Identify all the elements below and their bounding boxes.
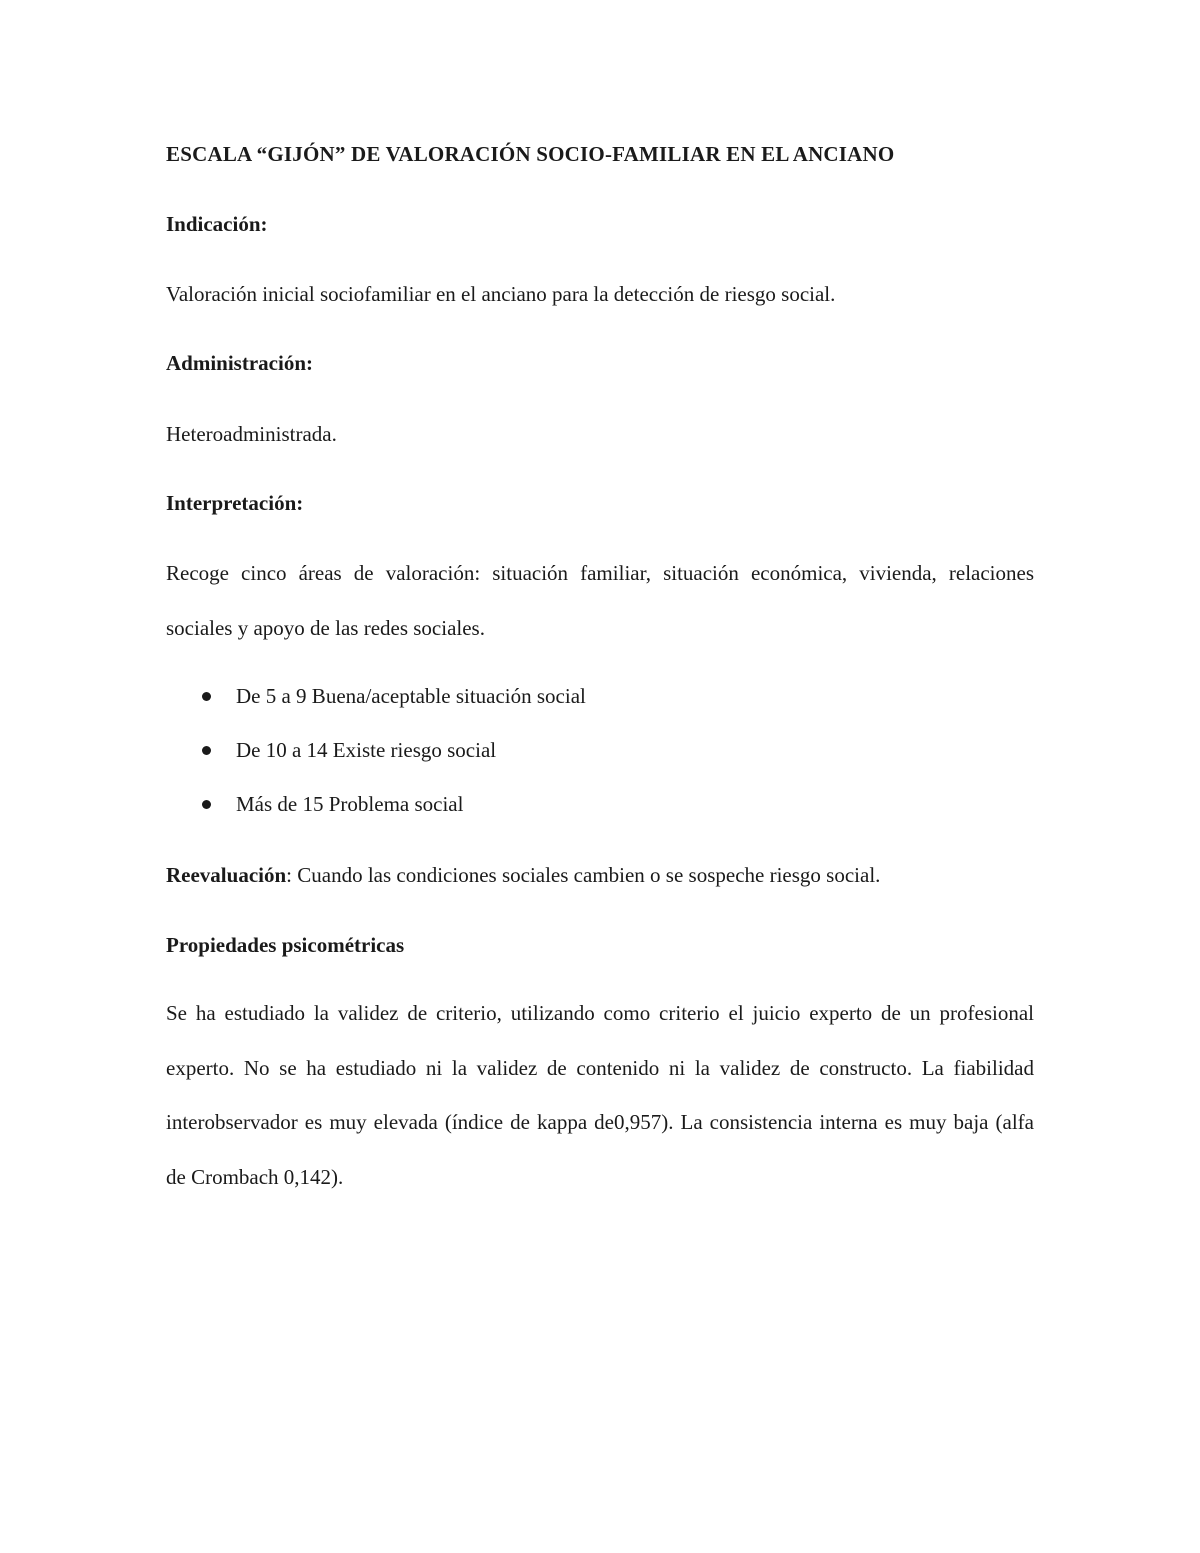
document-title: ESCALA “GIJÓN” DE VALORACIÓN SOCIO-FAMILIAR EN EL ANCIANO [166,142,895,166]
reevaluacion-heading: Reevaluación [166,863,287,887]
bullet-text: De 10 a 14 Existe riesgo social [236,738,497,762]
reevaluacion-line [166,862,1034,888]
interpretacion-text: Recoge cinco áreas de valoración: situación familiar, situación económica, vivienda, relaciones sociales y apoyo de las redes sociales. [166,561,1034,640]
reevaluacion-text: : Cuando las condiciones sociales cambien o se sospeche riesgo social. [286,863,881,887]
administracion-text: Heteroadministrada. [166,422,337,446]
indicacion-text: Valoración inicial sociofamiliar en el anciano para la detección de riesgo social. [166,282,836,306]
bullet-dot-icon [202,746,211,755]
indicacion-heading: Indicación: [166,212,268,236]
bullet-dot-icon [202,692,211,701]
interpretacion-heading: Interpretación: [166,491,304,515]
propiedades-heading: Propiedades psicométricas [166,933,405,957]
bullet-text: Más de 15 Problema social [236,792,464,816]
bullet-dot-icon [202,800,211,809]
propiedades-text: Se ha estudiado la validez de criterio, utilizando como criterio el juicio experto de un profesional experto. No se ha estudiado ni la validez de contenido ni la validez de constructo. La fiabilidad interobservador es muy elevada (índice de kappa de0,957). La consistencia interna es muy baja (alfa de Crombach 0,142). [166,1001,1034,1189]
administracion-heading: Administración: [166,351,313,375]
document-page [166,0,1034,1553]
bullet-text: De 5 a 9 Buena/aceptable situación social [236,684,586,708]
